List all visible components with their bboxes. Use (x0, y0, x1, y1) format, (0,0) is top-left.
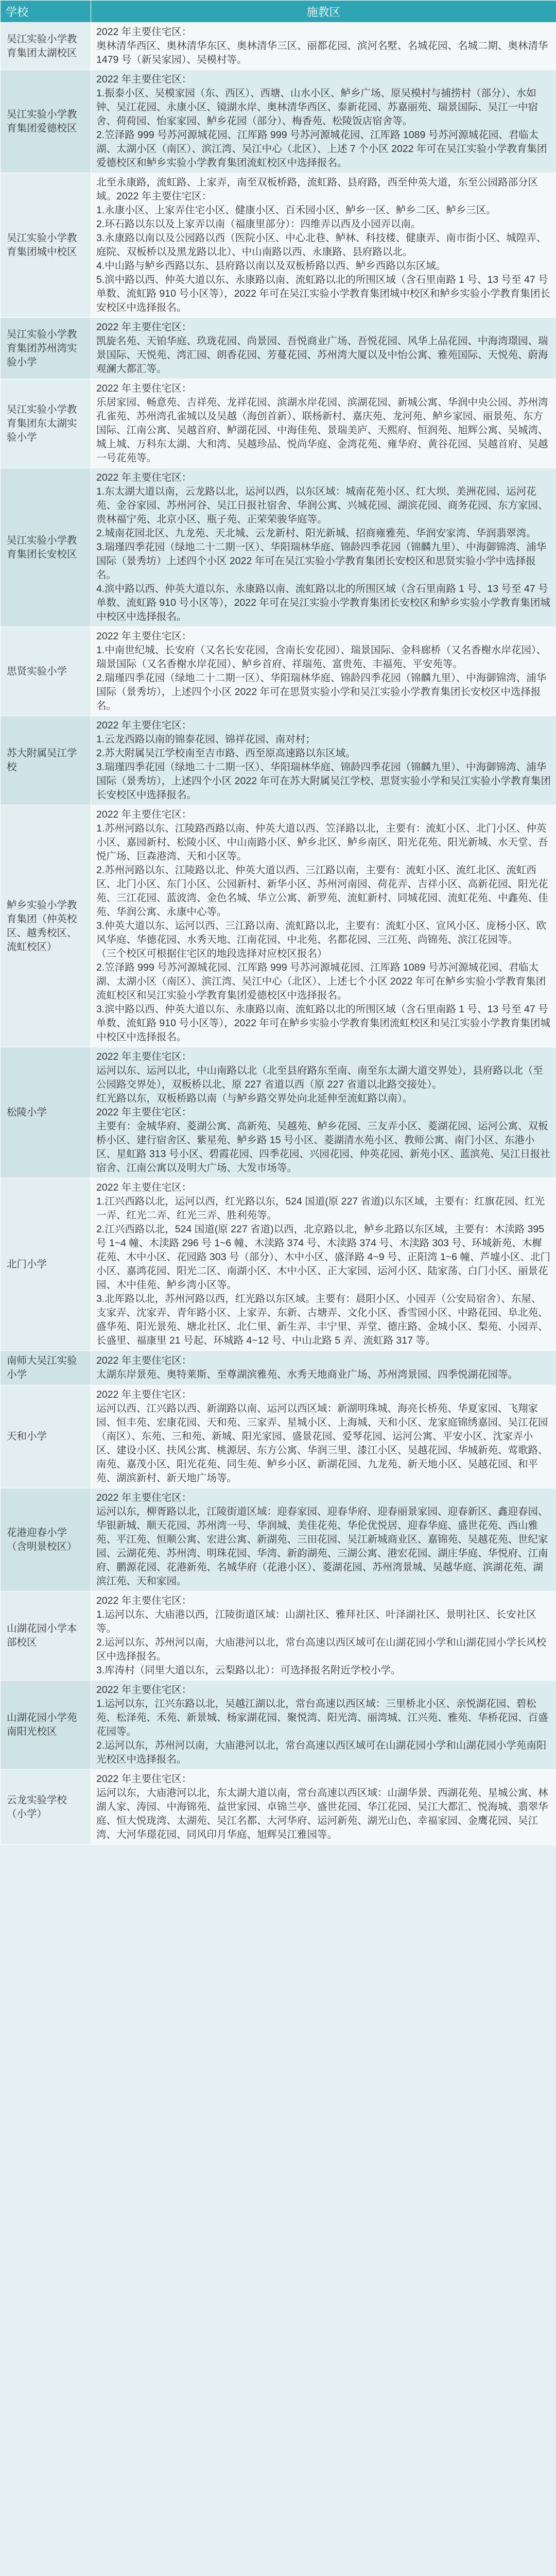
district-line: 3.瑞瑾四季花园（绿地二十二期一区）、华阳瑞林华庭、锦龄四季花园（锦麟九里）、中海御锦湾、浦华国际（景秀坊），上述四个小区 2022 年可在苏大附属吴江学校、思贤实验小学和吴江实验小学教育集团长安校区中选择报名。 (96, 761, 551, 801)
table-row (1, 1178, 556, 1351)
district-cell (91, 627, 556, 716)
district-line: 2022 年主要住宅区： (96, 74, 192, 85)
district-line: 1.运河以东，江兴东路以北，吴越江湖以北，常台高速以西区域：三里桥北小区、亲悦湖花园、碧松苑、松泽苑、禾苑、新景城、杨家湖花园、聚悦湾、阳光湾、丽湾城、江兴苑、雅苑、华桥花园、百盛花园等。 (96, 1698, 548, 1737)
district-line: 2022 年主要住宅区： (96, 26, 192, 38)
school-name: 思贤实验小学 (1, 627, 91, 716)
district-line: 2022 年主要住宅区： (96, 809, 192, 820)
district-line: 2.运河以东、苏州河以南，大庙港河以北，常台高速以西区域可在山湖花园小学和山湖花园小学长风校区中选择报名。 (96, 1637, 547, 1662)
table-row (1, 627, 556, 716)
district-cell (91, 1770, 556, 1845)
school-name: 苏大附属吴江学校 (1, 716, 91, 805)
table-row (1, 716, 556, 805)
school-name: 山湖花园小学本部校区 (1, 1591, 91, 1681)
school-name: 天和小学 (1, 1385, 91, 1488)
district-line: 太湖东岸景苑、奥特莱斯、至尊湖滨雅苑、水秀天地商业广场、苏州湾景园、四季悦湖花园等。 (96, 1369, 518, 1380)
table-header-row (1, 1, 556, 23)
district-line: 凯旋名苑、天铂华庭、玖珑花园、尚景园、吾悦商业广场、吾悦花园、风华上品花园、中海湾璟园、瑞景国际、天悦苑、湾汇园、朗香花园、芳蔓花园、苏州湾大厦以及中怡公寓、雅苑国际、天悦苑、蔚海观澜大都汇等。 (96, 335, 548, 375)
district-line: 3.北厍路以北，苏州河路以西，红光路以东区域。主要有：晨阳小区、小园弄（公安局宿舍）、东屋、支家弄、沈家弄、青年路小区、上家弄、东新、古塘弄、文化小区、香雪园小区、中路花园、阜北苑、盛华苑、阳光景苑、塘北社区、北仁里、新生弄、丰宁里、弄堂、德庄路、金城小区、梨苑、小园弄、长盛里、福康里 21 号起、环城路 4~12 号、中山北路 5 弄、流虹路 317 等。 (96, 1293, 548, 1346)
district-line: （三个校区可根据住宅区的地段选择对应校区报名） (96, 948, 327, 959)
district-line: 2.环石路以东以及上家弄以南（福康里部分）：四维弄以西及小园弄以南。 (96, 218, 421, 230)
district-line: 2022 年主要住宅区： (96, 472, 192, 483)
district-line: 运河以东，大庙港河以北，东太湖大道以南，常台高速以西区域：山湖华景、西湖花苑、星城公寓、林湖人家、涛园、中海锦苑、益世家园、卓锦兰亭、盛世花园、华江花园、吴江大都汇、悦海城、翡翠华庭、恒大悦珑湾、太湖苑、吴江名都、大河华府、运河新苑、湖光山色、幸福家园、金鹰花园、吴江湾、大河华璟花园、同风印月华庭、旭辉吴江雅园等。 (96, 1787, 548, 1840)
district-line: 4.中山路与鲈乡西路以东、县府路以南以及双板桥路以西、鲈乡西路以东区域。 (96, 260, 446, 272)
table-row (1, 1488, 556, 1591)
school-name: 吴江实验小学教育集团太湖校区 (1, 23, 91, 70)
table-row (1, 23, 556, 70)
school-name: 鲈乡实验小学教育集团（仲英校区、越秀校区、流虹校区） (1, 805, 91, 1047)
district-line: 1.永康小区、上家弄住宅小区、健康小区、百禾园小区、鲈乡一区、鲈乡二区、鲈乡三区。 (96, 205, 496, 216)
district-line: 2.江兴西路以北，524 国道(原 227 省道)以西，北京路以北，鲈乡北路以东区域，主要有：木渎路 395 号 1~4 幢、木渎路 296 号 1~6 幢、木渎路 374 号、木渎路 374 号、木渎路 303 号、环城新苑、木樨花苑、木中小区、花园路 303 号（部分）、木中小区、盛泽路 4~9 号、正阳湾 1~6 幢、芦墟小区、北门小区、嘉鸿花园、阳光二区、南湖小区、木中小区、正大家园、运河小区、陆家荡、白门小区、丽景花园、木中佳苑、鲈乡湾小区等。 (96, 1224, 550, 1291)
district-line: 2022 年主要住宅区： (96, 1773, 192, 1785)
district-line: 1.东太湖大道以南，云龙路以北，运河以西，以东区域：城南花苑小区、红大坝、美洲花园、运河花苑、金谷家园、苏州河谷、吴江日报社宿舍、华润公寓、兴城花园、湖滨花园、商务花园、东方家园、贵林福宁苑、北京小区、瓶子苑、正荣荣骏华庭等。 (96, 486, 548, 525)
district-line: 运河以东，柳胥路以北，江陵街道区域：迎春家园、迎春华府、迎春丽景家园、迎春新区、鑫迎春园、华银新城、顺天花园、苏州湾一号、华润城、美佳花苑、华伦优悦居、迎春华庭、盛世花苑、西山雅苑、平江苑、恒顺公寓、宏进公寓、新湖苑、三田花园、吴江新城商业区、嘉锦苑、吴越花苑、世纪家园、云湖花苑、苏州湾、明珠花园、华湾、新韵湖苑、三湖公寓、港宏花园、湖庄华庭、华悦府、江南府、鹏源花园、花港新苑、名城华府（花港小区）、菱湖花园、苏州湾景城、吴越华庭、滨湖花苑、湖滨江苑、天和家园。 (96, 1506, 548, 1587)
district-line: 2.运河以东，苏州河以南，大庙港河以北，常台高速以西区域可在山湖花园小学和山湖花园小学苑南阳光校区中选择报名。 (96, 1740, 547, 1765)
district-line: 3.库涛村（同里大道以东，云梨路以北）：可选择报名附近学校小学。 (96, 1665, 401, 1676)
district-cell (91, 1488, 556, 1591)
school-name: 北门小学 (1, 1178, 91, 1351)
district-cell (91, 716, 556, 805)
school-name: 吴江实验小学教育集团东太湖实验小学 (1, 379, 91, 468)
district-cell (91, 1047, 556, 1178)
district-line: 北至永康路，流虹路、上家弄，南至双板桥路，流虹路、县府路，西至仲英大道，东至公园路部分区域。2022 年主要住宅区： (96, 177, 538, 202)
district-line: 红光路以东，双板桥路以南（与鲈乡路交界处向北延伸至流虹路以南）。 (96, 1093, 413, 1104)
district-cell (91, 23, 556, 70)
district-line: 2.苏州河路以东、江陵路以北、仲英大道以西、三江路以南，主要有：流虹小区、流红北区、流虹西区、北门小区、东门小区、公园新村、新华小区、苏州河南园、荷花弄、吉祥小区、高新花园、阳光花苑、三江花园、蓝波湾、金色名城、华立公寓、新罗苑、流虹新村、同城花园、流虹花苑、中鑫苑、佳苑、华润公寓、永康中心等。 (96, 865, 548, 918)
table-row (1, 70, 556, 173)
district-line: 2022 年主要住宅区： (96, 1355, 192, 1366)
table-row (1, 1351, 556, 1385)
district-line: 2022 年主要住宅区： (96, 1389, 192, 1400)
district-cell (91, 1385, 556, 1488)
district-line: 2.城南花园北区、九龙苑、天北城、云龙新村、阳光新城、招商雍雅苑、华润安家湾、华润翡翠湾。 (96, 528, 536, 539)
table-row (1, 1770, 556, 1845)
table-row (1, 318, 556, 379)
table-row (1, 1591, 556, 1681)
district-line: 2022 年主要住宅区： (96, 1182, 192, 1193)
school-name: 云龙实验学校（小学） (1, 1770, 91, 1845)
district-line: 2022 年主要住宅区： (96, 1595, 192, 1606)
district-line: 2022 年主要住宅区： (96, 631, 192, 642)
district-line: 3.滨中路以西、仲英大道以东、永康路以南、流虹路以北的所围区域（含石里南路 1 号、13 号至 47 号单数、流虹路 910 号小区等），2022 年可在鲈乡实验小学教育集团流虹校区和吴江实验小学教育集团城中校区中选择报名。 (96, 1004, 550, 1043)
school-name: 吴江实验小学教育集团爱德校区 (1, 70, 91, 173)
district-line: 2022 年主要住宅区： (96, 383, 192, 394)
school-name: 吴江实验小学教育集团苏州湾实验小学 (1, 318, 91, 379)
district-line: 2022 年主要住宅区： (96, 1684, 192, 1696)
district-line: 奥林清华西区、奥林清华东区、奥林清华三区、丽都花园、滨河名墅、名城花园、名城二期、奥林清华 1479 号（新吴家园）、吴模村等。 (96, 40, 548, 65)
district-line: 5.滨中路以西、仲英大道以东、永康路以南、流虹路以北的所围区域（含石里南路 1 号、13 号至 47 号单数、流虹路 910 号小区等），2022 年可在吴江实验小学教育集团城中校区和鲈乡实验小学教育集团长安校区中选择报名。 (96, 274, 550, 313)
district-line: 3.瑞瑾四季花园（绿地二十二期一区）、华阳瑞林华庭、锦龄四季花园（锦麟九里）、中海御锦湾、浦华国际（景秀坊）上述四个小区 2022 年可在吴江实验小学教育集团长安校区和思贤实验小学中选择报名。 (96, 541, 547, 581)
district-line: 1.苏州河路以东、江陵路西路以南、仲英大道以西、笠泽路以北，主要有：流虹小区、北门小区、仲英小区、嘉园新村、松陵小区、中山南路小区、鲈乡北区、鲈乡南区、阳光花苑、阳光新城、水天堂、吾悦广场、巨森港湾、天和小区等。 (96, 823, 548, 862)
table-row (1, 468, 556, 627)
school-name: 山湖花园小学苑南阳光校区 (1, 1681, 91, 1770)
district-line: 2022 年主要住宅区： (96, 1051, 192, 1062)
table-row (1, 379, 556, 468)
district-line: 2.笠泽路 999 号苏河源城花园、江厍路 999 号苏河源城花园、江厍路 1089 号苏河源城花园、君临太湖、太湖小区（南区）、滨江湾、吴江中心（北区）、上述 7 个小区 2022 年可在吴江实验小学教育集团爱德校区和鲈乡实验小学教育集团流虹校区中选择报名。 (96, 129, 547, 168)
district-line: 2.瑞瑾四季花园（绿地二十二期一区）、华阳瑞林华庭、锦龄四季花园（锦麟九里）、中海御锦湾、浦华国际（景秀坊），上述四个小区 2022 年可在思贤实验小学和吴江实验小学教育集团长安校区中选择报名。 (96, 672, 547, 711)
school-name: 松陵小学 (1, 1047, 91, 1178)
district-line: 1.运河以东、大庙港以西，江陵街道区域：山湖社区、雅拜社区、叶泽湖社区、景明社区、长安社区等。 (96, 1609, 536, 1634)
district-line: 3.仲英大道以东、运河以西、三江路以南、流虹路以北，主要有：流虹小区、宣风小区、庞杨小区、欧风华庭、华德花园、水秀天地、江南花园、中北苑、名都花园、三江苑、尚锦苑、滨江花园等。 (96, 920, 547, 945)
district-line: 主要有：金城华府、菱湖公寓、高新苑、吴越苑、鲈乡花园、三友弄小区、菱湖花园、运河公寓、双板桥小区、建行宿舍区、紫星苑、鲈乡路 15 号小区、菱湖清水苑小区、教师公寓、南门小区、东港小区、星虹路 313 号小区、碧霞花园、四季花园、兴园花园、仲英花园、新苑小区、蓝滨苑、吴江日报社宿舍、江南公寓以及明大广场、大发市场等。 (96, 1121, 550, 1174)
district-cell (91, 318, 556, 379)
district-line: 3.永康路以南以及公园路以西（医院小区、中心北巷、鲈林、科技楼、健康弄、南市街小区、城隍弄、庭院、双板桥以及黑龙路以北）、中山南路以西、永康路、县府路以北。 (96, 232, 547, 258)
district-cell (91, 805, 556, 1047)
district-cell (91, 1681, 556, 1770)
school-name: 花港迎春小学（含明景校区） (1, 1488, 91, 1591)
header-school: 学校 (1, 1, 91, 23)
school-name: 南师大吴江实验小学 (1, 1351, 91, 1385)
table-row (1, 1047, 556, 1178)
table-row (1, 1385, 556, 1488)
table-row (1, 805, 556, 1047)
district-line: 1.云龙西路以南的锦泰花园、锦祥花园、南对村； (96, 734, 316, 745)
district-line: 4.滨中路以西、仲英大道以东、永康路以南、流虹路以北的所围区域（含石里南路 1 号、13 号至 47 号单数、流虹路 910 号小区等），2022 年可在吴江实验小学教育集团长安校区和鲈乡实验小学教育集团城中校区中选择报名。 (96, 583, 550, 622)
district-cell (91, 468, 556, 627)
district-line: 1.振泰小区、吴模家园（东、西区）、西塘、山水小区、鲈乡广场、原吴模村与捕捞村（部分）、水如钟、吴江花园、永康小区、镜湖水岸、奥林清华西区、泰新花园、苏嘉丽苑、瑞景国际、吴江一中宿舍、荷荷园、怡家家园、鲈乡花园（部分）、梅香苑、松陵饭店宿舍等。 (96, 88, 538, 127)
district-line: 2.苏大附属吴江学校南至吉市路、西至原高速路以东区域。 (96, 748, 356, 759)
district-cell (91, 70, 556, 173)
district-line: 2022 年主要住宅区： (96, 720, 192, 731)
district-line: 乐居家园、畅意苑、吉祥苑、龙祥花园、滨湖水岸花园、滨湖花园、新城公寓、华润中央公园、苏州湾孔雀苑、苏州湾孔雀城以及吴越（海创首新）、联杨新村、嘉庆苑、龙河苑、鲈乡家园、丽景苑、东方国际、江南公寓、吴越首府、鲈湖花园、中海佳苑、景瑞美庐、天熙府、恒润苑、旭辉公寓、吴城湾、城上城、万科东太湖、大和湾、吴越珍品、悦尚华庭、金湾花苑、雍华府、黄谷花园、吴越首府、吴越一号花苑等。 (96, 397, 548, 464)
district-line: 2022 年主要住宅区： (96, 1492, 192, 1503)
district-cell (91, 1591, 556, 1681)
district-line: 运河以西、江兴路以西、新湖路以南、运河以西区域：新湖明珠城、海亮长桥苑、华夏家园、飞翔家园、恒丰苑、宏康花园、天和苑、三家弄、星城小区、上海城、天和小区、龙家庭锦绣嘉园、吴江花园（南区）、东苑、三和苑、新城、阳光家园、盛景花园、爱琴花园、运河公寓、平安小区、沈家弄小区、建设小区、扶风公寓、桃源居、东方公寓、华润三里、漆江小区、吴越花园、华城新苑、莺歌路、南苑、嘉茂小区、阳光花苑、同生苑、鲈乡小区、新湖花园、九龙苑、新天地小区、吴越花园、和平苑、湖滨新村、新天地广场等。 (96, 1403, 548, 1484)
school-name: 吴江实验小学教育集团城中校区 (1, 173, 91, 318)
table-row (1, 1681, 556, 1770)
district-line: 1.中南世纪城、长安府（又名长安花园，含南长安花园）、瑞景国际、金科廊桥（又名香榭水岸花园）、瑞景国际（又名香榭水岸花园）、鲈乡首府、祥瑞苑、富贵苑、丰福苑、平安苑等。 (96, 645, 547, 670)
school-name: 吴江实验小学教育集团长安校区 (1, 468, 91, 627)
district-line: 运河以东、运河以北，中山南路以北（北至县府路东至南、南至东太湖大道交界处），县府路以北（至公园路交界处），双板桥以北、原 227 省道以西（原 227 省道以北路交接处）。 (96, 1065, 543, 1090)
district-cell (91, 379, 556, 468)
table-row (1, 173, 556, 318)
header-district: 施教区 (91, 1, 556, 23)
district-cell (91, 1351, 556, 1385)
district-line: 2022 年主要住宅区： (96, 1107, 192, 1118)
district-cell (91, 1178, 556, 1351)
district-cell (91, 173, 556, 318)
district-line: 2.笠泽路 999 号苏河源城花园、江厍路 999 号苏河源城花园、江厍路 1089 号苏河源城花园、君临太湖、太湖小区（南区）、滨江湾、吴江中心（北区）、上述七个小区 2022 年可在鲈乡实验小学教育集团流虹校区和吴江实验小学教育集团爱德校区中选择报名。 (96, 962, 546, 1001)
district-line: 2022 年主要住宅区： (96, 321, 192, 333)
district-line: 1.江兴西路以北，运河以西，红光路以东，524 国道(原 227 省道)以东区域，主要有：红旗花园、红光一弄、红光二弄、红光三弄、胜利苑等。 (96, 1196, 545, 1221)
